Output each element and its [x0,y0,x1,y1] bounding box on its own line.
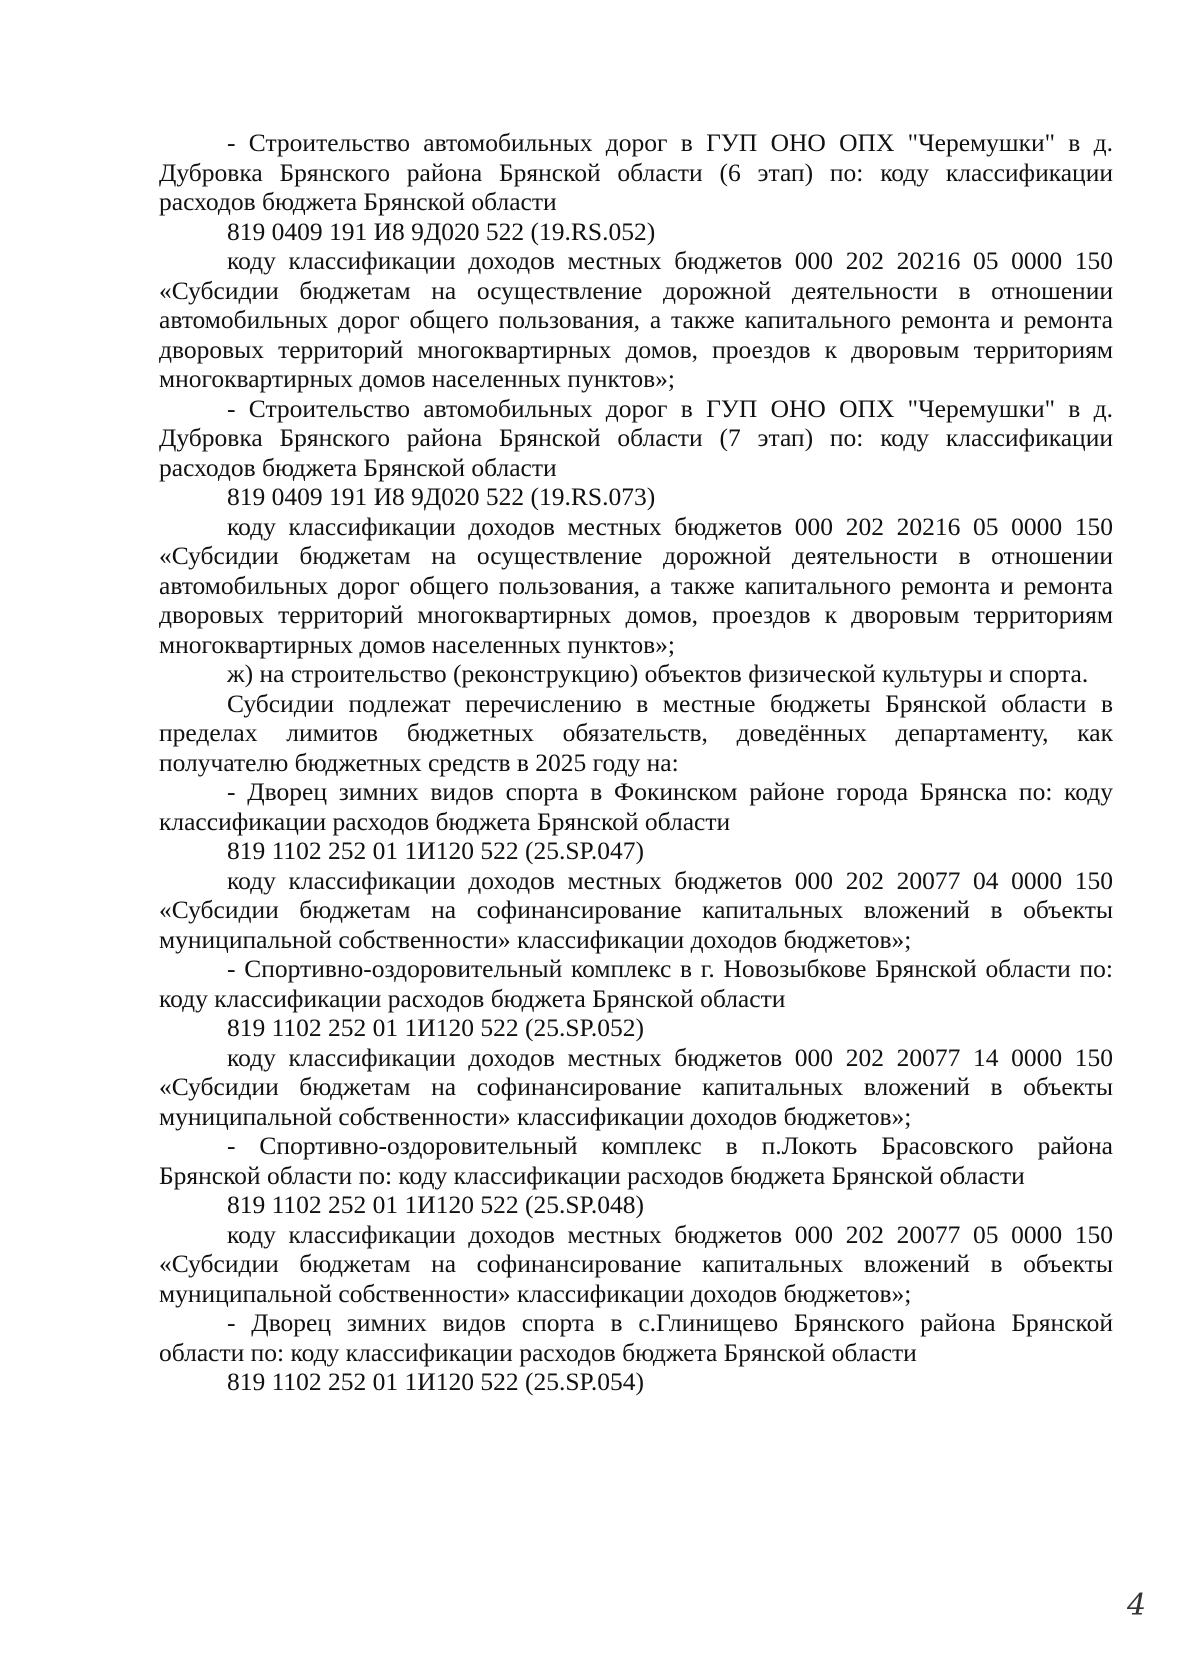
paragraph: Субсидии подлежат перечислению в местные бюджеты Брянской области в пределах лимитов бюджетных обязательств, доведённых департаменту, как получателю бюджетных средств в 2025 году на: [159,688,1113,777]
paragraph: коду классификации доходов местных бюджетов 000 202 20216 05 0000 150 «Субсидии бюджетам на осуществление дорожной деятельности в отношении автомобильных дорог общего пользования, а также капитального ремонта и ремонта дворовых территорий многоквартирных домов, проездов к дворовым территориям многоквартирных домов населенных пунктов»; [159,246,1113,393]
document-body [159,128,1113,1397]
paragraph: - Строительство автомобильных дорог в ГУП ОНО ОПХ "Черемушки" в д. Дубровка Брянского района Брянской области (6 этап) по: коду классификации расходов бюджета Брянской области [159,128,1113,216]
paragraph: коду классификации доходов местных бюджетов 000 202 20077 04 0000 150 «Субсидии бюджетам на софинансирование капитальных вложений в объекты муниципальной собственности» классификации доходов бюджетов»; [159,865,1113,954]
paragraph: ж) на строительство (реконструкцию) объектов физической культуры и спорта. [227,659,1089,688]
paragraph: коду классификации доходов местных бюджетов 000 202 20077 14 0000 150 «Субсидии бюджетам на софинансирование капитальных вложений в объекты муниципальной собственности» классификации доходов бюджетов»; [159,1042,1113,1131]
paragraph: коду классификации доходов местных бюджетов 000 202 20077 05 0000 150 «Субсидии бюджетам на софинансирование капитальных вложений в объекты муниципальной собственности» классификации доходов бюджетов»; [159,1219,1113,1308]
budget-code: 819 1102 252 01 1И120 522 (25.SP.048) [227,1190,644,1219]
paragraph: - Спортивно-оздоровительный комплекс в г. Новозыбкове Брянской области по: коду классификации расходов бюджета Брянской области [159,954,1113,1013]
page-number: 4 [1127,1588,1147,1623]
budget-code: 819 1102 252 01 1И120 522 (25.SP.047) [227,836,644,865]
paragraph: - Спортивно-оздоровительный комплекс в п.Локоть Брасовского района Брянской области по: коду классификации расходов бюджета Брянской области [159,1131,1113,1190]
budget-code: 819 1102 252 01 1И120 522 (25.SP.054) [227,1367,644,1396]
budget-code: 819 1102 252 01 1И120 522 (25.SP.052) [227,1013,644,1042]
budget-code: 819 0409 191 И8 9Д020 522 (19.RS.052) [227,216,656,246]
paragraph: - Строительство автомобильных дорог в ГУП ОНО ОПХ "Черемушки" в д. Дубровка Брянского района Брянской области (7 этап) по: коду классификации расходов бюджета Брянской области [159,393,1113,482]
paragraph: коду классификации доходов местных бюджетов 000 202 20216 05 0000 150 «Субсидии бюджетам на осуществление дорожной деятельности в отношении автомобильных дорог общего пользования, а также капитального ремонта и ремонта дворовых территорий многоквартирных домов, проездов к дворовым территориям многоквартирных домов населенных пунктов»; [159,511,1113,659]
paragraph: - Дворец зимних видов спорта в Фокинском районе города Брянска по: коду классификации расходов бюджета Брянской области [159,777,1113,836]
paragraph: - Дворец зимних видов спорта в с.Глинищево Брянского района Брянской области по: коду классификации расходов бюджета Брянской области [159,1308,1113,1367]
budget-code: 819 0409 191 И8 9Д020 522 (19.RS.073) [227,482,656,511]
